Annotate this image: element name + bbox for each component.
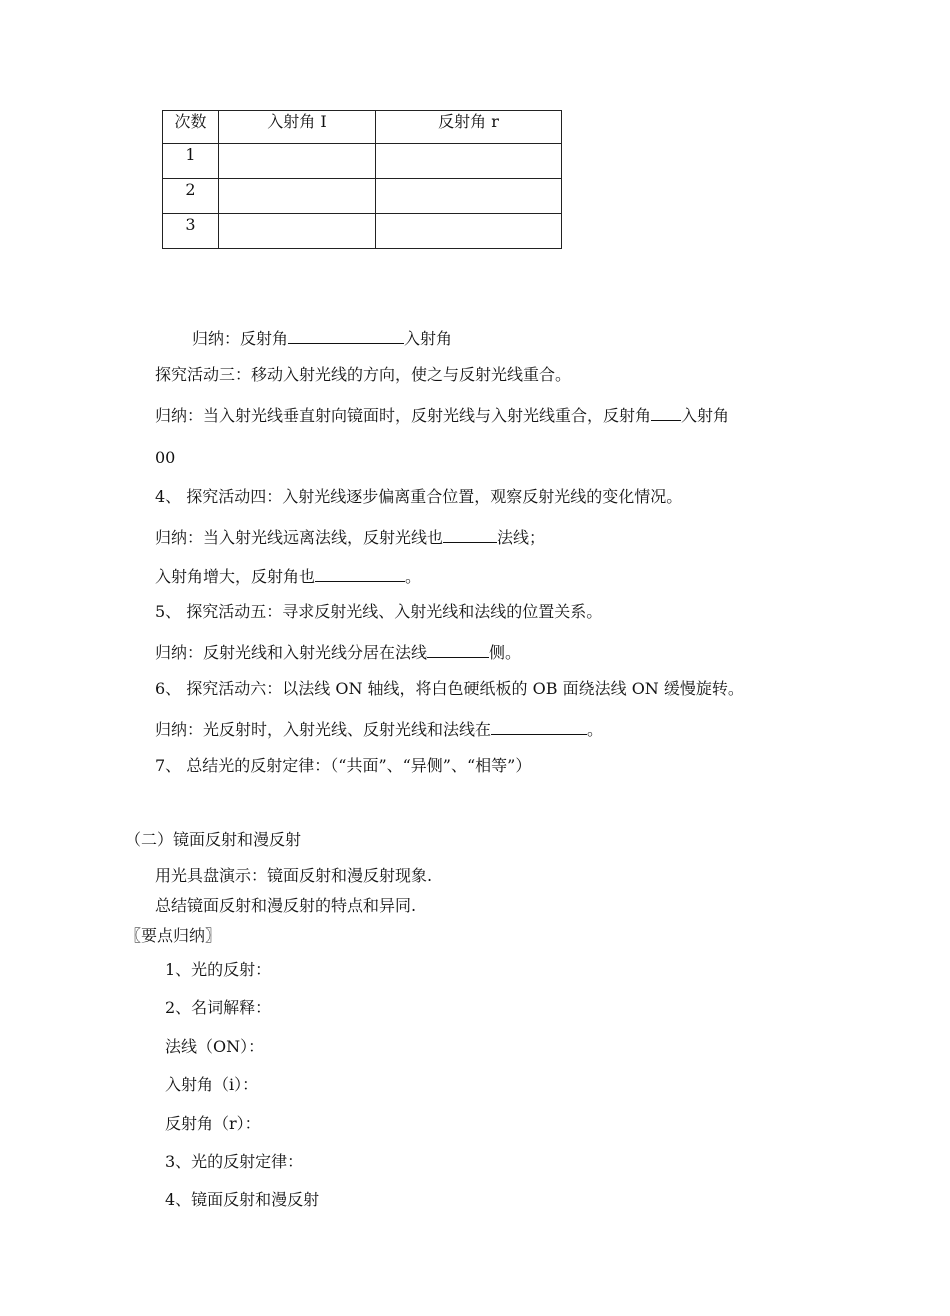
summary-reflection-angle xyxy=(192,326,452,349)
header-reflected-angle: 反射角 r xyxy=(376,111,562,144)
summary-text: 归纳：当入射光线远离法线，反射光线也 xyxy=(155,528,444,547)
summary-sides xyxy=(155,640,521,663)
key-point-item: 4、镜面反射和漫反射 xyxy=(165,1190,320,1209)
summary-angle-increase xyxy=(155,564,421,587)
summary-text: 法线； xyxy=(497,528,546,547)
summary-text: 入射角 xyxy=(404,329,453,348)
summary-away-from-normal xyxy=(155,525,545,548)
reflected-angle-cell[interactable] xyxy=(376,214,562,249)
trial-number: 1 xyxy=(163,144,219,179)
summary-coplanar xyxy=(155,717,603,740)
answer-blank[interactable] xyxy=(443,525,497,543)
summary-text: 入射角 xyxy=(681,406,730,425)
trial-number: 2 xyxy=(163,179,219,214)
summary-text: 归纳：反射光线和入射光线分居在法线 xyxy=(155,643,428,662)
incident-angle-cell[interactable] xyxy=(219,144,376,179)
incident-angle-cell[interactable] xyxy=(219,214,376,249)
reflected-angle-cell[interactable] xyxy=(376,144,562,179)
answer-blank[interactable] xyxy=(288,326,404,344)
summary-instruction: 总结镜面反射和漫反射的特点和异同. xyxy=(155,896,417,915)
term-normal: 法线（ON）： xyxy=(165,1037,265,1056)
demo-text: 用光具盘演示：镜面反射和漫反射现象. xyxy=(155,866,433,885)
summary-perpendicular xyxy=(155,403,729,426)
activity-five: 5、 探究活动五：寻求反射光线、入射光线和法线的位置关系。 xyxy=(155,602,603,621)
data-table xyxy=(162,110,562,249)
summary-text: 。 xyxy=(405,567,422,586)
term-incident-angle: 入射角（i）： xyxy=(165,1075,259,1094)
answer-blank[interactable] xyxy=(491,717,587,735)
activity-six: 6、 探究活动六：以法线 ON 轴线，将白色硬纸板的 OB 面绕法线 ON 缓慢旋转。 xyxy=(155,679,744,698)
summary-text: 入射角增大，反射角也 xyxy=(155,567,316,586)
law-summary: 7、 总结光的反射定律：（“共面”、“异侧”、“相等”） xyxy=(155,756,532,775)
angle-value-text: 00 xyxy=(155,448,176,467)
answer-blank[interactable] xyxy=(427,640,489,658)
summary-text: 归纳：当入射光线垂直射向镜面时，反射光线与入射光线重合，反射角 xyxy=(155,406,652,425)
table-row xyxy=(163,144,562,179)
reflected-angle-cell[interactable] xyxy=(376,179,562,214)
term-reflection-angle: 反射角（r）： xyxy=(165,1114,261,1133)
activity-four: 4、 探究活动四：入射光线逐步偏离重合位置，观察反射光线的变化情况。 xyxy=(155,487,683,506)
answer-blank[interactable] xyxy=(651,403,681,421)
activity-three: 探究活动三：移动入射光线的方向，使之与反射光线重合。 xyxy=(155,365,572,384)
header-incident-angle: 入射角 I xyxy=(219,111,376,144)
summary-text: 归纳：反射角 xyxy=(192,329,289,348)
summary-text: 。 xyxy=(587,720,604,739)
answer-blank[interactable] xyxy=(315,564,405,582)
summary-text: 侧。 xyxy=(489,643,522,662)
key-points-heading: 〖要点归纳〗 xyxy=(125,926,222,945)
key-point-item: 1、光的反射： xyxy=(165,960,272,979)
trial-number: 3 xyxy=(163,214,219,249)
table-row xyxy=(163,214,562,249)
summary-text: 归纳：光反射时，入射光线、反射光线和法线在 xyxy=(155,720,492,739)
table-row xyxy=(163,179,562,214)
section-heading-mirror-diffuse: （二）镜面反射和漫反射 xyxy=(125,830,302,849)
key-point-item: 3、光的反射定律： xyxy=(165,1152,304,1171)
header-trial-count: 次数 xyxy=(163,111,219,144)
table-header-row xyxy=(163,111,562,144)
key-point-item: 2、名词解释： xyxy=(165,998,272,1017)
incident-angle-cell[interactable] xyxy=(219,179,376,214)
